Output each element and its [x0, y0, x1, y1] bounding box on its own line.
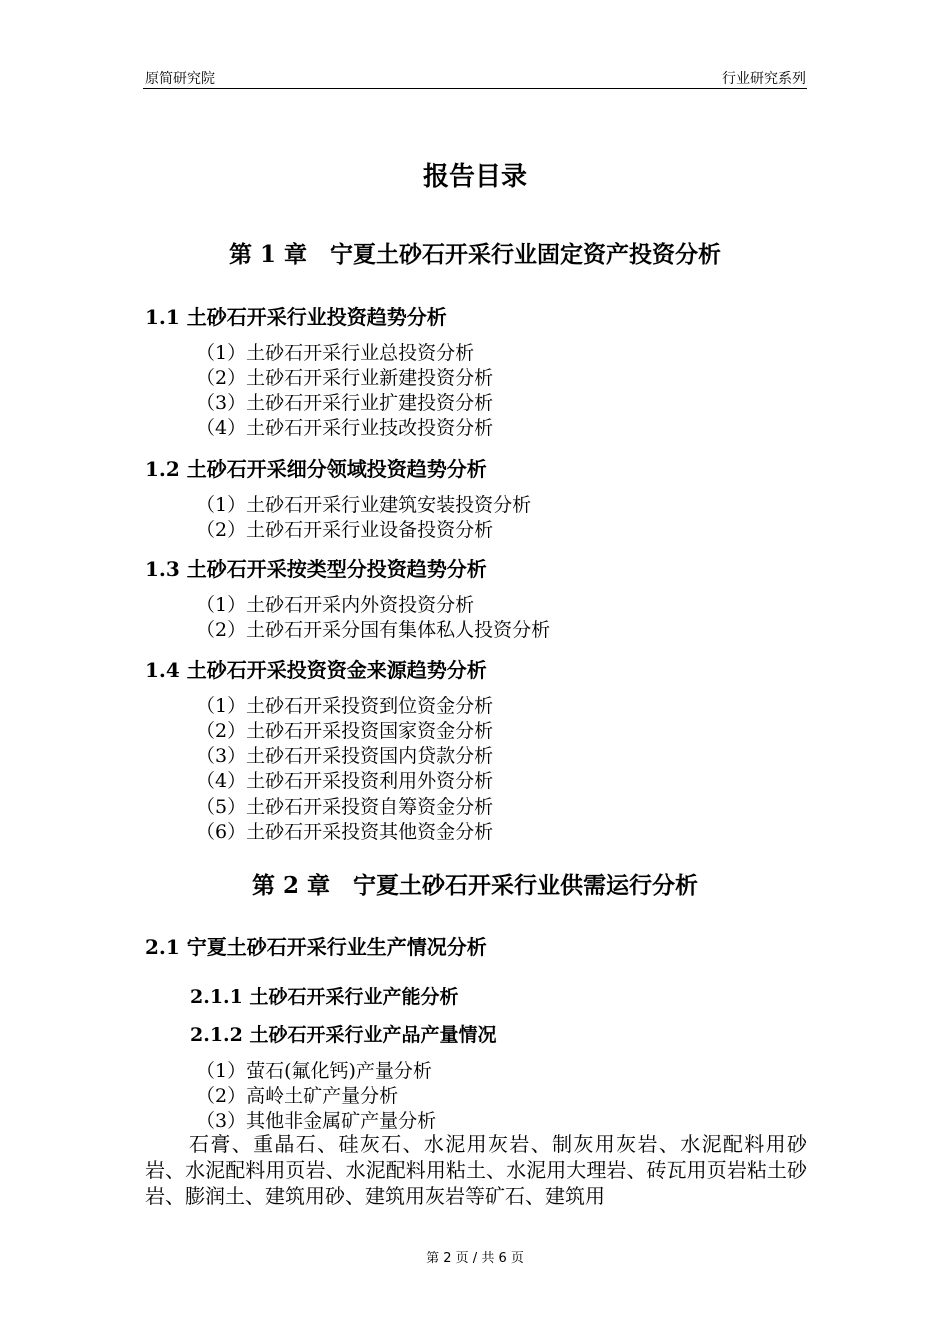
- body-paragraph: 石膏、重晶石、硅灰石、水泥用灰岩、制灰用灰岩、水泥配料用砂岩、水泥配料用页岩、水泥配料用粘土、水泥用大理岩、砖瓦用页岩粘土砂岩、膨润土、建筑用砂、建筑用灰岩等矿石、建筑用: [145, 1132, 807, 1208]
- subsection-heading: 2.1.2 土砂石开采行业产品产量情况: [190, 1024, 497, 1046]
- toc-item: （1）萤石(氟化钙)产量分析: [196, 1060, 432, 1082]
- toc-item: （1）土砂石开采行业建筑安装投资分析: [196, 494, 532, 516]
- section-heading: 1.2 土砂石开采细分领域投资趋势分析: [145, 457, 487, 481]
- toc-item: （4）土砂石开采行业技改投资分析: [196, 417, 494, 439]
- chapter-heading: 第 2 章 宁夏土砂石开采行业供需运行分析: [251, 872, 699, 899]
- section-heading: 2.1 宁夏土砂石开采行业生产情况分析: [145, 935, 487, 959]
- toc-item: （4）土砂石开采投资利用外资分析: [196, 770, 494, 792]
- chapter-heading: 第 1 章 宁夏土砂石开采行业固定资产投资分析: [228, 241, 722, 268]
- toc-item: （3）土砂石开采投资国内贷款分析: [196, 745, 494, 767]
- section-heading: 1.3 土砂石开采按类型分投资趋势分析: [145, 557, 487, 581]
- toc-item: （1）土砂石开采投资到位资金分析: [196, 695, 494, 717]
- header-left: 原简研究院: [145, 71, 215, 87]
- toc-item: （6）土砂石开采投资其他资金分析: [196, 821, 494, 843]
- toc-item: （1）土砂石开采行业总投资分析: [196, 342, 475, 364]
- page-title: 报告目录: [422, 162, 527, 192]
- toc-item: （3）土砂石开采行业扩建投资分析: [196, 392, 494, 414]
- toc-item: （2）土砂石开采投资国家资金分析: [196, 720, 494, 742]
- toc-item: （2）土砂石开采行业设备投资分析: [196, 519, 494, 541]
- header-right: 行业研究系列: [722, 71, 806, 87]
- header-divider: [143, 88, 807, 89]
- toc-item: （3）其他非金属矿产量分析: [196, 1110, 437, 1132]
- toc-item: （5）土砂石开采投资自筹资金分析: [196, 796, 494, 818]
- toc-item: （2）土砂石开采分国有集体私人投资分析: [196, 619, 551, 641]
- toc-item: （2）土砂石开采行业新建投资分析: [196, 367, 494, 389]
- toc-item: （2）高岭土矿产量分析: [196, 1085, 399, 1107]
- toc-item: （1）土砂石开采内外资投资分析: [196, 594, 475, 616]
- subsection-heading: 2.1.1 土砂石开采行业产能分析: [190, 986, 459, 1008]
- section-heading: 1.4 土砂石开采投资资金来源趋势分析: [145, 658, 487, 682]
- page-number: 第 2 页 / 共 6 页: [426, 1251, 524, 1266]
- section-heading: 1.1 土砂石开采行业投资趋势分析: [145, 305, 447, 329]
